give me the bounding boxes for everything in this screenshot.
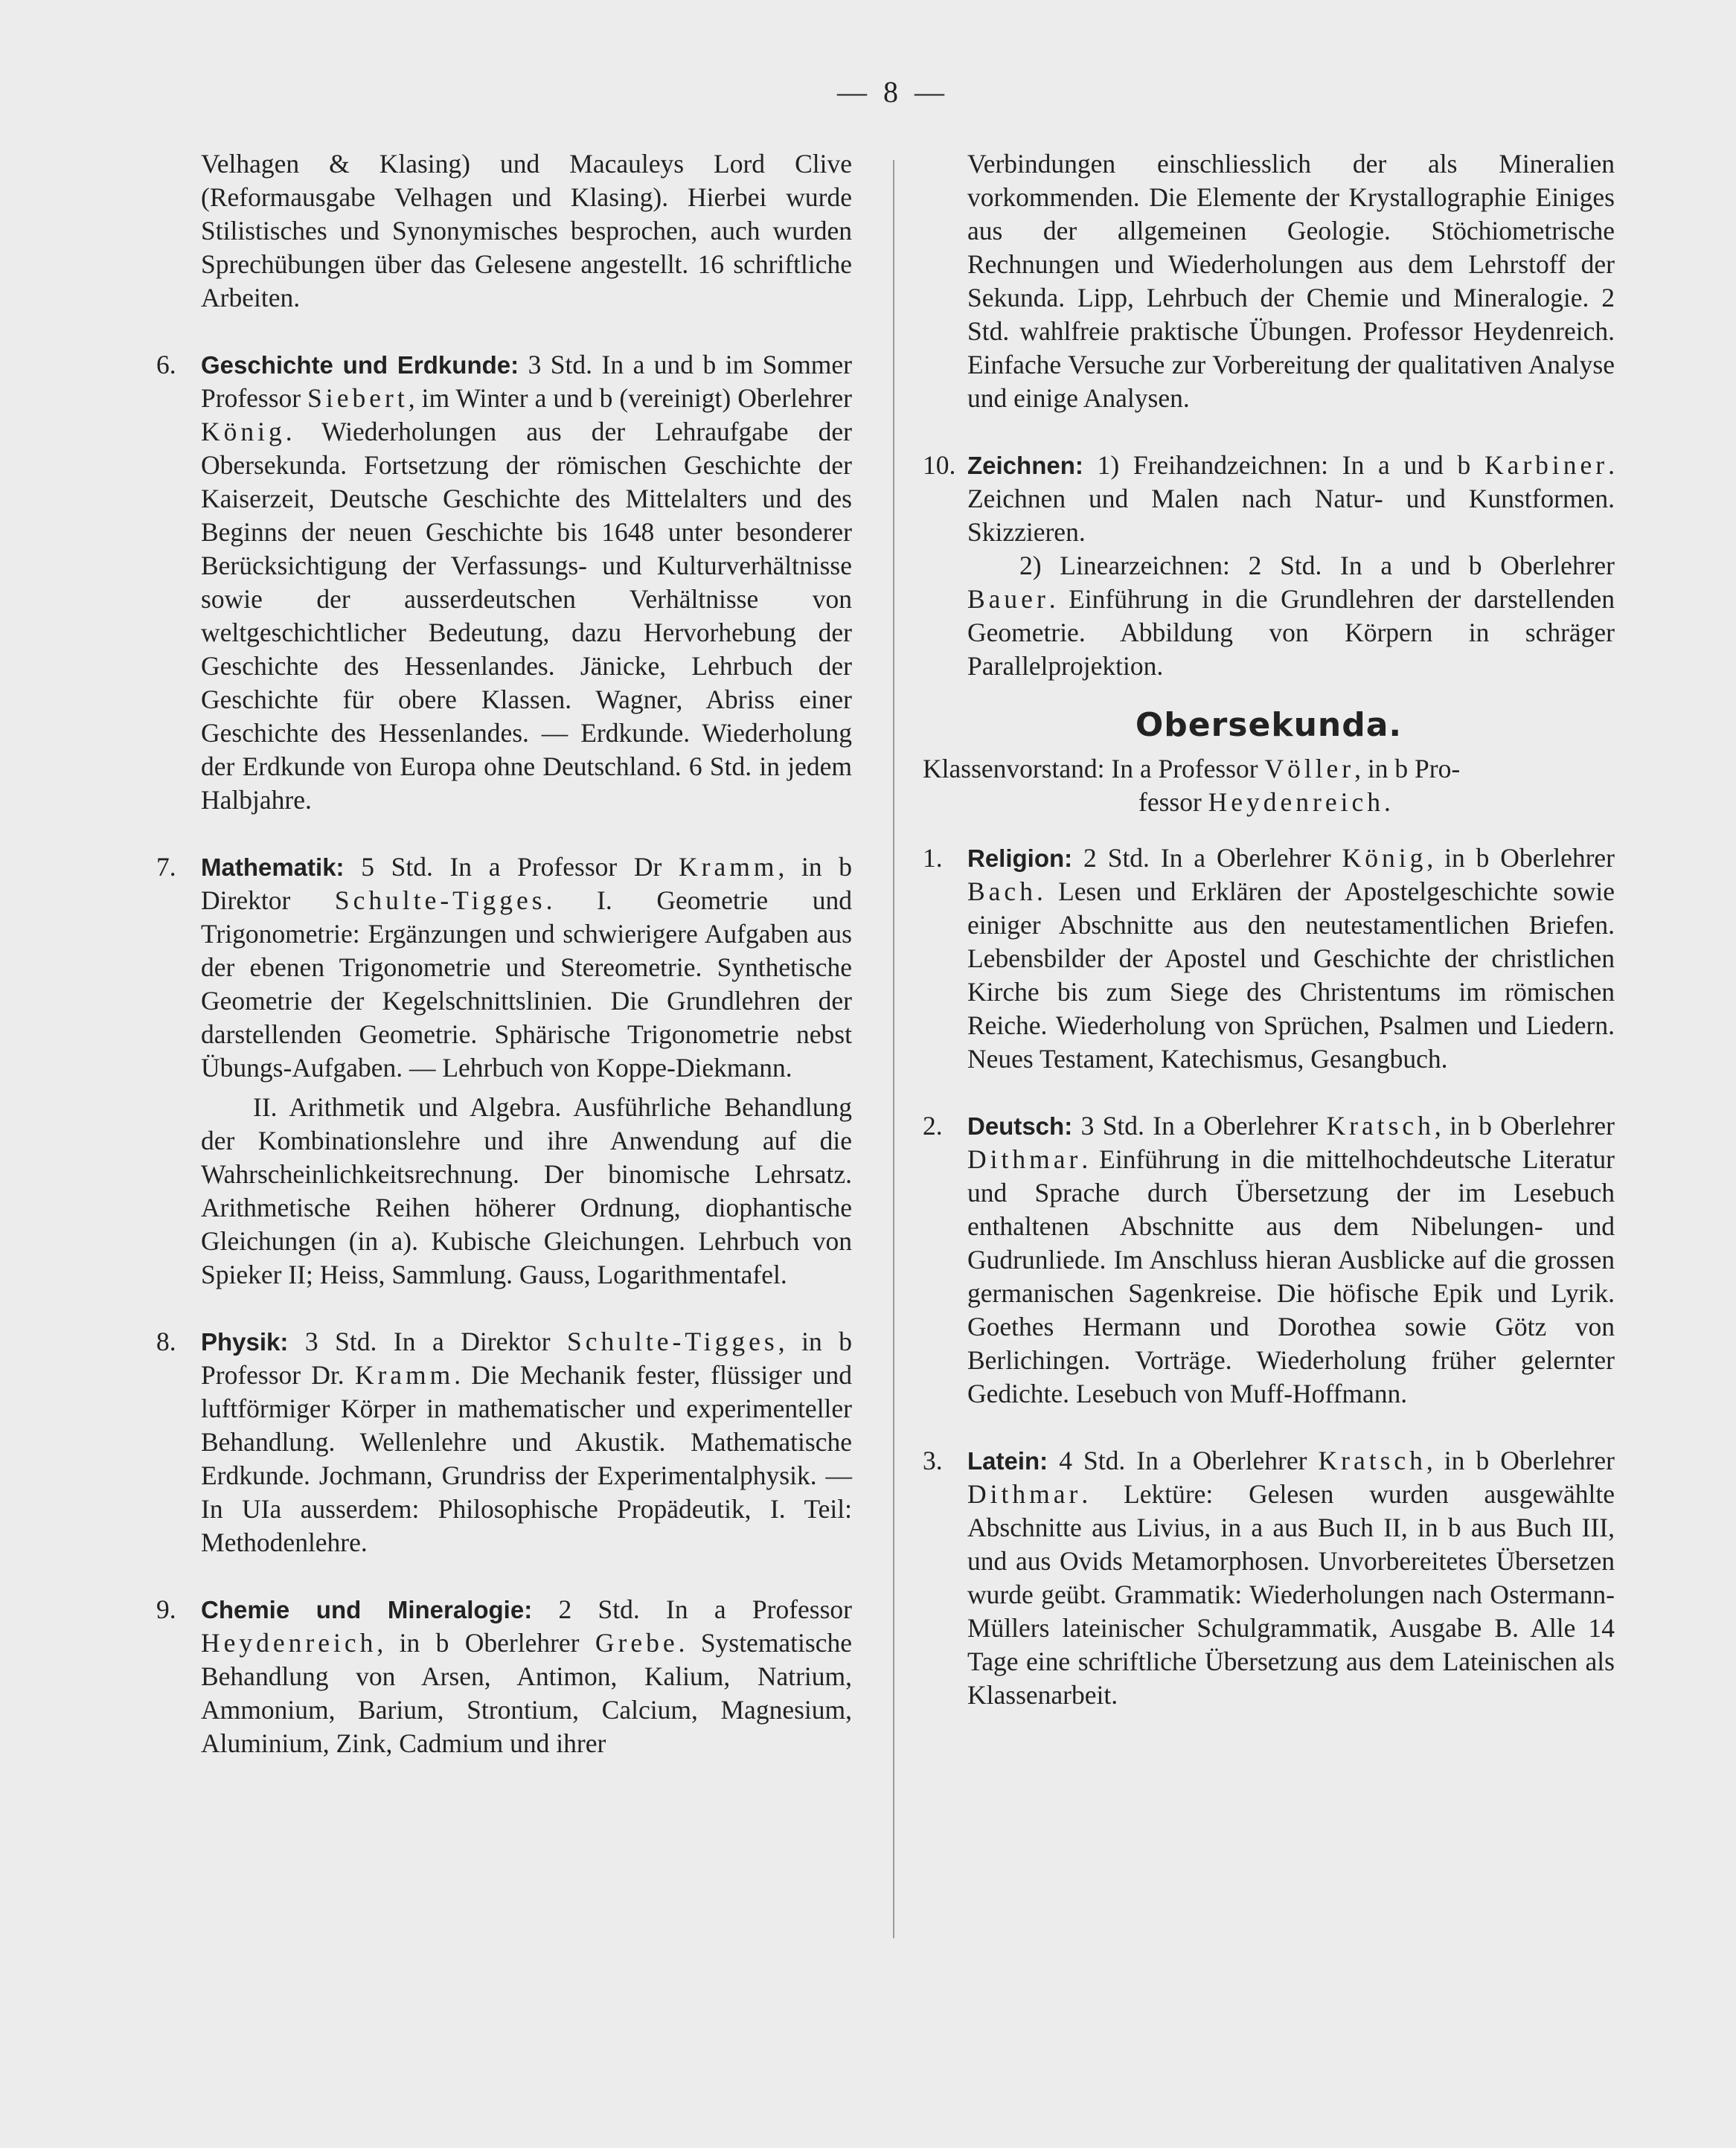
item-number: 8.: [156, 1327, 176, 1356]
spaced-name: Kramm: [678, 852, 778, 882]
text-run: fessor: [1138, 787, 1208, 817]
item-text: [967, 449, 1615, 549]
item-text: [967, 1109, 1615, 1411]
item-title: Latein:: [967, 1447, 1048, 1475]
item-body: [201, 1327, 852, 1557]
text-run: . Systematische Behandlung von Arsen, Antimon, Kalium, Natrium, Ammonium, Barium, Strontium, Calcium, Magnesium, Aluminium, Zink, Cadmium und ihrer: [201, 1628, 852, 1758]
text-run: , in b Oberlehrer: [1426, 843, 1615, 873]
continuation-text: Verbindungen einschliesslich der als Mineralien vorkommenden. Die Elemente der Krystallographie Einiges aus der allgemeinen Geologie. Stöchiometrische Rechnungen und Wiederholungen aus dem Lehrstoff der Sekunda. Lipp, Lehrbuch der Chemie und Mineralogie. 2 Std. wahlfreie praktische Übungen. Professor Heydenreich. Einfache Versuche zur Vorbereitung der qualitativen Analyse und einige Analysen.: [967, 149, 1615, 413]
text-run: , in b Oberlehrer: [1434, 1111, 1615, 1141]
spaced-name: Heydenreich: [201, 1628, 377, 1658]
text-run: . Einführung in die mittelhochdeutsche Literatur und Sprache durch Übersetzung der im Lesebuch enthaltenen Abschnitte aus dem Nibelungen- und Gudrunliede. Im Anschluss hieran Ausblicke auf die grossen germanischen Sagenkreise. Die höfische Epik und Lyrik. Goethes Hermann und Dorothea sowie Götz von Berlichingen. Vorträge. Wiederholung früher gelernter Gedichte. Lesebuch von Muff-Hoffmann.: [967, 1144, 1615, 1408]
text-run: 3 Std. In a und b im Sommer Professor: [201, 350, 852, 413]
item-7-mathematik: [156, 850, 852, 1292]
text-run: , in b Oberlehrer: [377, 1628, 595, 1658]
text-run: 2 Std. In a Oberlehrer: [1072, 843, 1342, 873]
spaced-name: Schulte-Tigges: [334, 885, 546, 915]
item-10-zeichnen: [923, 449, 1615, 683]
spaced-name: Bauer: [967, 584, 1049, 614]
page-number: — 8 —: [837, 75, 949, 109]
spaced-name: Bach: [967, 876, 1037, 906]
item-body: [967, 1111, 1615, 1408]
spaced-name: König: [1342, 843, 1427, 873]
spaced-name: Schulte-Tigges: [567, 1327, 778, 1356]
left-intro-text: Velhagen & Klasing) und Macauleys Lord Clive (Reformausgabe Velhagen und Klasing). Hierbei wurde Stilistisches und Synonymisches besprochen, auch wurden Sprechübungen über das Gelesene angestellt. 16 schriftliche Arbeiten.: [201, 149, 852, 312]
item-body: [201, 350, 852, 815]
text-run: 2 Std. In a Professor: [532, 1594, 852, 1624]
spaced-name: Grebe: [595, 1628, 679, 1658]
text-run: , im Winter a und b (vereinigt) Oberlehrer: [408, 383, 852, 413]
text-run: 3 Std. In a Oberlehrer: [1072, 1111, 1327, 1141]
item-9-chemie: [156, 1593, 852, 1760]
text-run: . Zeichnen und Malen nach Natur- und Kunstformen. Skizzieren.: [967, 450, 1615, 547]
class-teacher-line-2: [923, 786, 1615, 819]
text-run: 1) Freihandzeichnen: In a und b: [1083, 450, 1484, 480]
text-run: Klassenvorstand: In a Professor: [923, 754, 1265, 783]
section-title: Obersekunda.: [1135, 706, 1403, 744]
item-title: Zeichnen:: [967, 452, 1083, 479]
text-run: 4 Std. In a Oberlehrer: [1048, 1446, 1319, 1475]
item-number: 7.: [156, 852, 176, 882]
text-run: . Lesen und Erklären der Apostelgeschichte sowie einiger Abschnitte aus den neutestamentlichen Briefen. Lebensbilder der Apostel und Geschichte der christlichen Kirche bis zum Siege des Christentums im römischen Reiche. Wiederholung von Sprüchen, Psalmen und Liedern. Neues Testament, Katechismus, Gesangbuch.: [967, 876, 1615, 1074]
right-column: [923, 147, 1615, 1712]
text-run: 2) Linearzeichnen: 2 Std. In a und b Oberlehrer: [1019, 551, 1615, 580]
spaced-name: Kratsch: [1318, 1446, 1426, 1475]
spaced-name: Karbiner: [1484, 450, 1609, 480]
item-1-religion: [923, 841, 1615, 1076]
text-run: . Lektüre: Gelesen wurden ausgewählte Abschnitte aus Livius, in a aus Buch II, in b aus Buch III, und aus Ovids Metamorphosen. Unvorbereitetes Übersetzen wurde geübt. Grammatik: Wiederholungen nach Ostermann-Müllers lateinischer Schulgrammatik, Ausgabe B. Alle 14 Tage eine schriftliche Übersetzung aus dem Lateinischen als Klassenarbeit.: [967, 1479, 1615, 1710]
item-text: [201, 1325, 852, 1559]
class-teacher-line: [923, 752, 1615, 786]
item-subparagraph: II. Arithmetik und Algebra. Ausführliche Behandlung der Kombinationslehre und ihre Anwendung auf die Wahrscheinlichkeitsrechnung. Der binomische Lehrsatz. Arithmetische Reihen höherer Ordnung, diophantische Gleichungen (in a). Kubische Gleichungen. Lehrbuch von Spieker II; Heiss, Sammlung. Gauss, Logarithmentafel.: [201, 1092, 852, 1289]
item-text: [201, 1593, 852, 1760]
item-number: 3.: [923, 1446, 943, 1475]
text-run: . Wiederholungen aus der Lehraufgabe der Obersekunda. Fortsetzung der römischen Geschichte der Kaiserzeit, Deutsche Geschichte des Mittelalters und des Beginns der neuen Geschichte bis 1648 unter besonderer Berücksichtigung der Verfassungs- und Kulturverhältnisse sowie der ausserdeutschen Verhältnisse von weltgeschichtlicher Bedeutung, dazu Hervorhebung der Geschichte des Hessenlandes. Jänicke, Lehrbuch der Geschichte für obere Klassen. Wagner, Abriss einer Geschichte des Hessenlandes. — Erdkunde. Wiederholung der Erdkunde von Europa ohne Deutschland. 6 Std. in jedem Halbjahre.: [201, 417, 852, 815]
spaced-name: Heydenreich: [1208, 787, 1385, 817]
item-title: Deutsch:: [967, 1112, 1073, 1140]
spaced-name: König: [201, 417, 286, 446]
item-title: Chemie und Mineralogie:: [201, 1596, 533, 1623]
left-intro-paragraph: [156, 147, 852, 315]
item-text: [967, 841, 1615, 1076]
item-2-deutsch: [923, 1109, 1615, 1411]
text-run: , in b Professor Dr.: [201, 1327, 852, 1390]
text-run: 3 Std. In a Direktor: [288, 1327, 568, 1356]
item-number: 1.: [923, 843, 943, 873]
text-run: . Einführung in die Grundlehren der darstellenden Geometrie. Abbildung von Körpern in schräger Parallelprojektion.: [967, 584, 1615, 681]
text-run: . Die Mechanik fester, flüssiger und luftförmiger Körper in mathematischer und experimenteller Behandlung. Wellenlehre und Akustik. Mathematische Erdkunde. Jochmann, Grundriss der Experimentalphysik. — In UIa ausserdem: Philosophische Propädeutik, I. Teil: Methodenlehre.: [201, 1360, 852, 1557]
spaced-name: Kratsch: [1326, 1111, 1435, 1141]
item-subparagraph: [967, 549, 1615, 683]
item-body: [201, 852, 852, 1083]
item-8-physik: [156, 1325, 852, 1559]
spaced-name: Kramm: [354, 1360, 455, 1390]
item-title: Religion:: [967, 844, 1073, 872]
item-number: 10.: [923, 450, 956, 480]
column-divider: [893, 160, 894, 1938]
item-number: 9.: [156, 1594, 176, 1624]
spaced-name: Dithmar: [967, 1479, 1082, 1509]
item-number: 2.: [923, 1111, 943, 1141]
left-column: [156, 147, 852, 1760]
text-run: , in b Pro-: [1354, 754, 1461, 783]
item-number: 6.: [156, 350, 176, 379]
right-continuation-paragraph: [923, 147, 1615, 415]
item-body: [967, 843, 1615, 1074]
item-text: [967, 1444, 1615, 1712]
item-text: [201, 348, 852, 817]
text-run: 5 Std. In a Professor Dr: [344, 852, 679, 882]
text-run: , in b Oberlehrer: [1426, 1446, 1615, 1475]
text-run: , in b Direktor: [201, 852, 852, 915]
spaced-name: Siebert: [307, 383, 409, 413]
item-title: Mathematik:: [201, 853, 345, 881]
item-3-latein: [923, 1444, 1615, 1712]
spaced-name: Dithmar: [967, 1144, 1082, 1174]
item-body: [967, 1446, 1615, 1710]
spaced-name: Völler: [1264, 754, 1355, 783]
item-6-geschichte: [156, 348, 852, 817]
item-text: [201, 850, 852, 1085]
text-run: . I. Geometrie und Trigonometrie: Ergänzungen und schwierigere Aufgaben aus der ebenen Trigonometrie und Stereometrie. Synthetische Geometrie der Kegelschnittslinien. Die Grundlehren der darstellenden Geometrie. Sphärische Trigonometrie nebst Übungs-Aufgaben. — Lehrbuch von Koppe-Diekmann.: [201, 885, 853, 1083]
text-run: .: [1384, 787, 1391, 817]
item-title: Physik:: [201, 1328, 289, 1356]
item-title: Geschichte und Erdkunde:: [201, 351, 519, 379]
